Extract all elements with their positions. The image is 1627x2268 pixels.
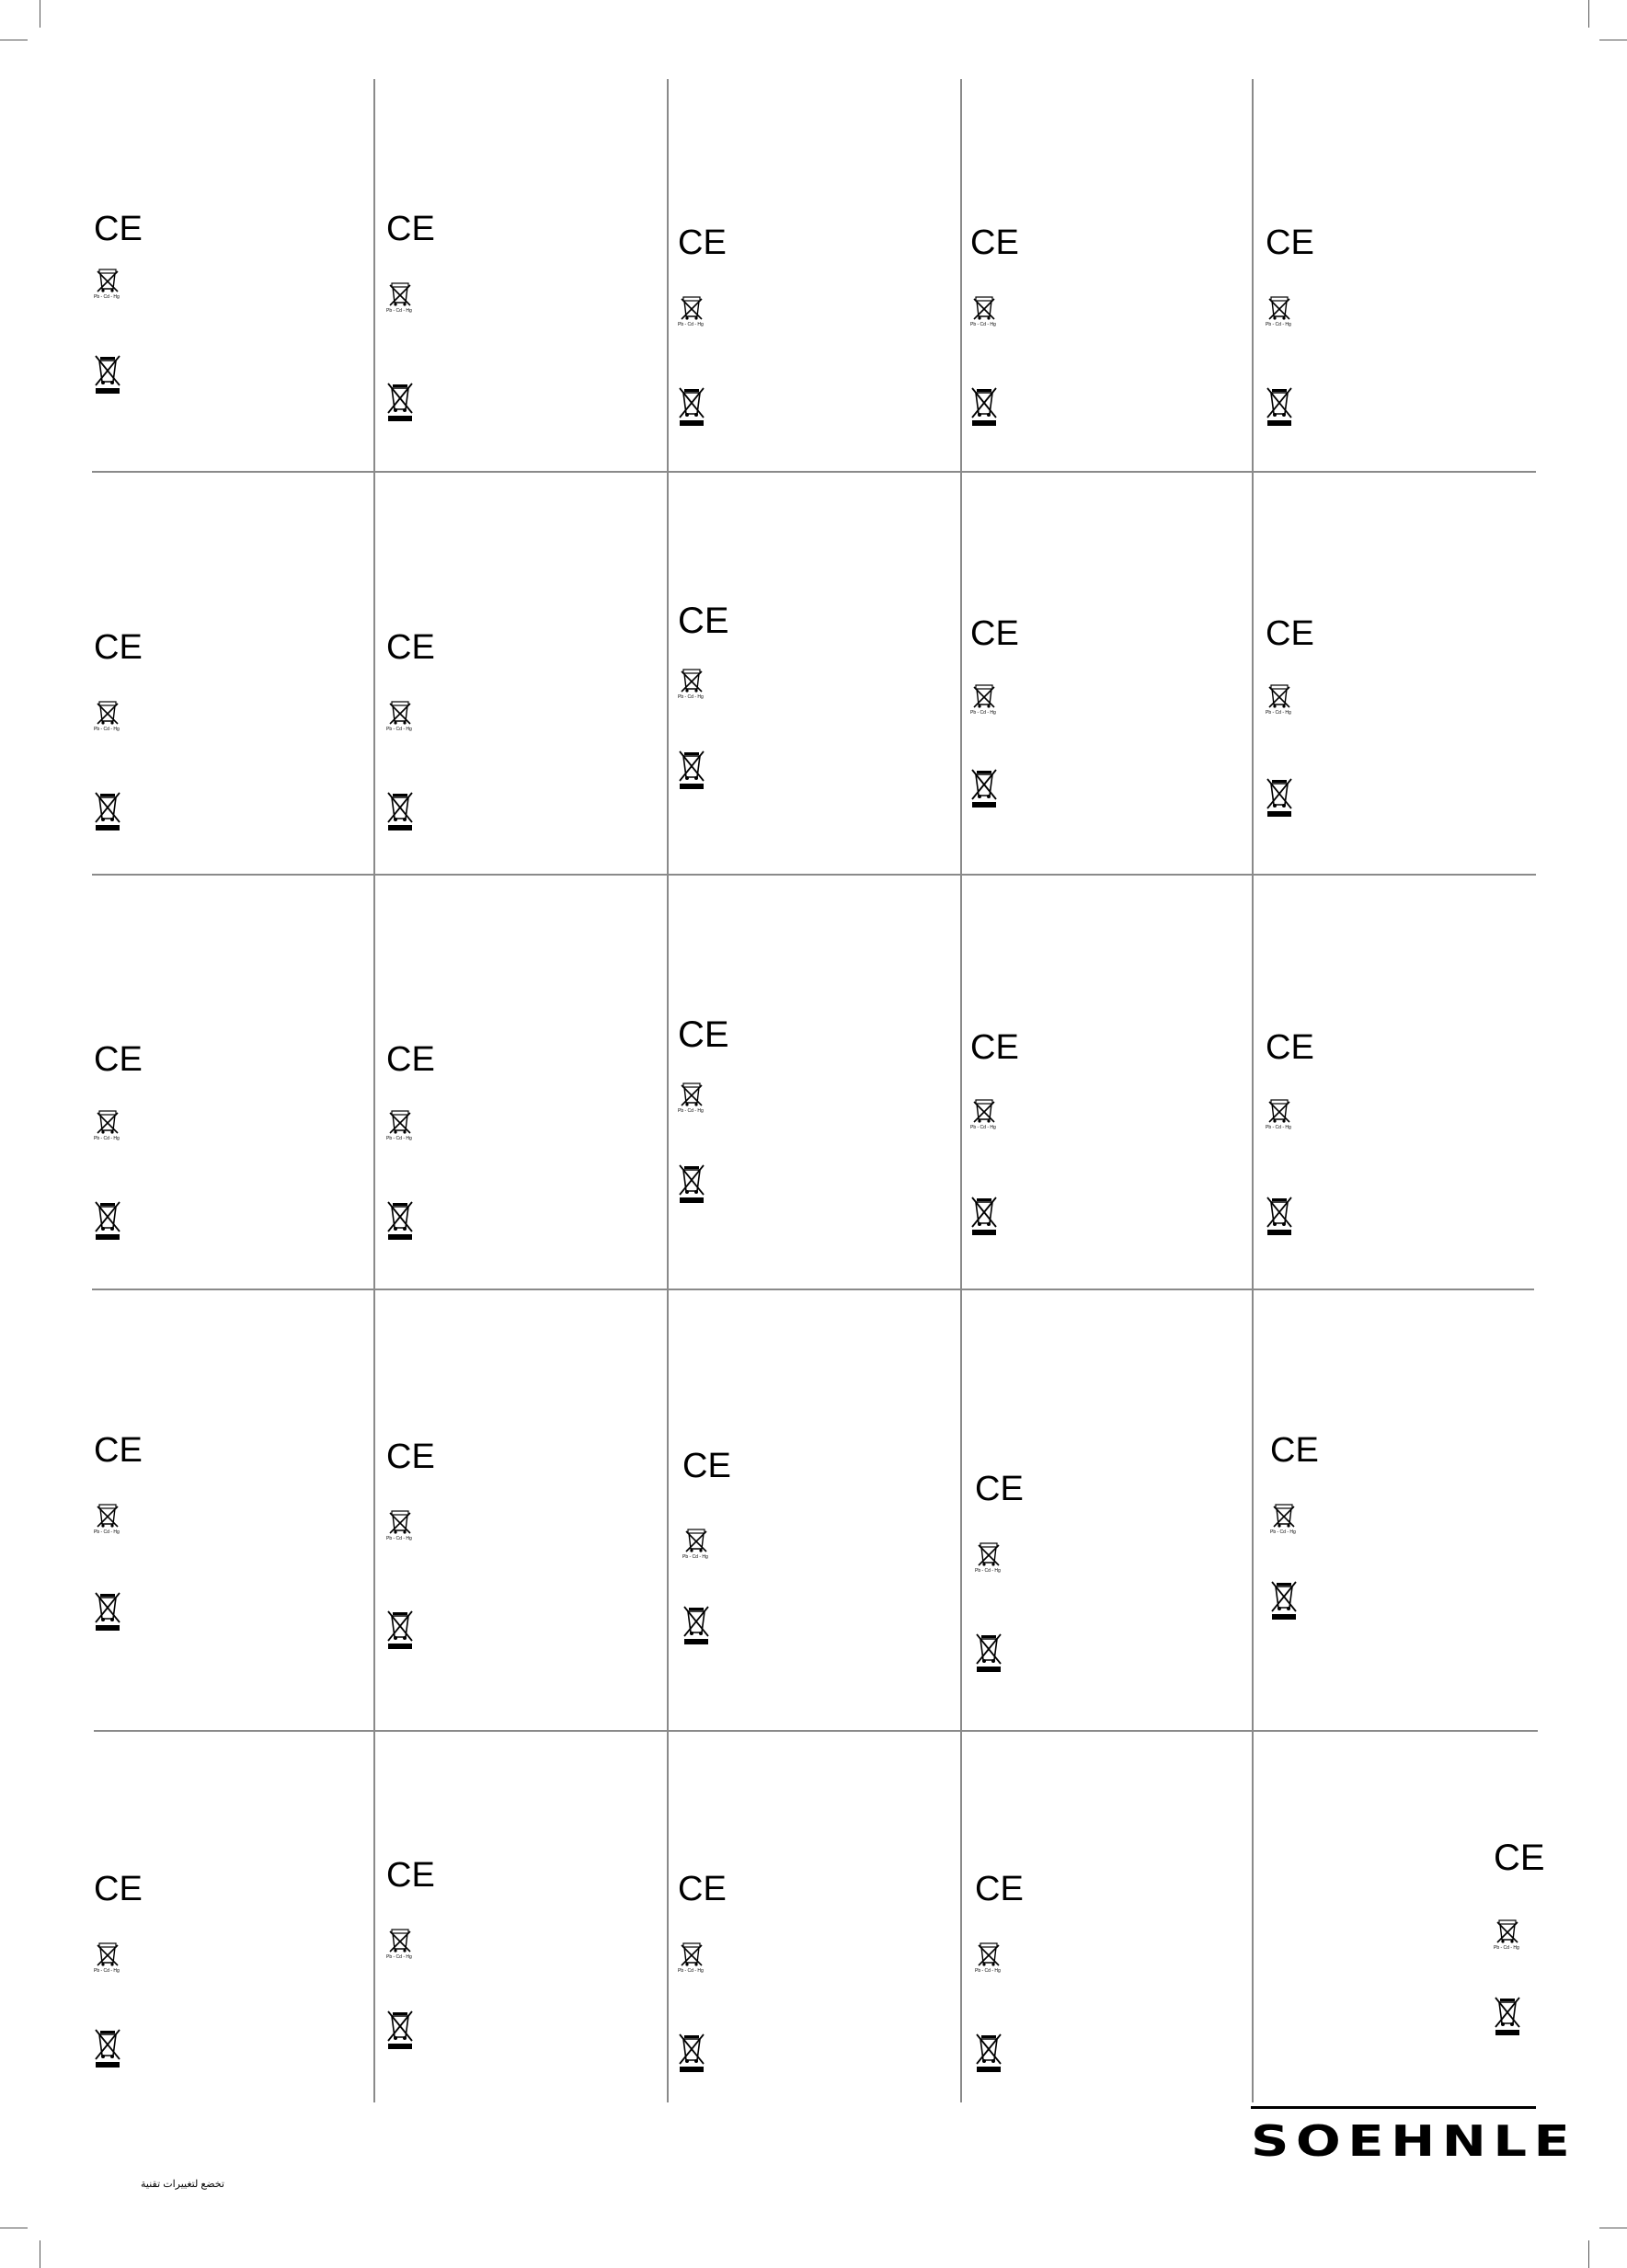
battery-disposal-icon [94,1108,121,1141]
ce-mark-icon: CE [682,1447,731,1485]
ce-mark-icon: CE [678,601,729,641]
weee-bin-icon [682,1605,710,1645]
battery-note: Pb - Cd - Hg [94,294,120,300]
battery-note: Pb - Cd - Hg [682,1554,708,1560]
weee-bin-icon [975,1632,1003,1673]
battery-note: Pb - Cd - Hg [1266,710,1291,716]
weee-bin-icon [386,1609,414,1650]
battery-note: Pb - Cd - Hg [386,727,412,732]
weee-bin-icon [678,750,705,790]
ce-mark-icon: CE [386,1856,435,1895]
battery-note: Pb - Cd - Hg [1494,1945,1519,1951]
battery-disposal-icon [1494,1918,1521,1951]
battery-disposal-icon [975,1541,1003,1574]
weee-bin-icon [975,2033,1003,2073]
battery-disposal-icon [94,267,121,300]
battery-disposal-icon [94,1941,121,1974]
weee-bin-icon [386,2010,414,2050]
ce-mark-icon: CE [94,1431,143,1470]
battery-note: Pb - Cd - Hg [970,1125,996,1130]
brand-logo: SOEHNLE [1251,2116,1577,2166]
battery-disposal-icon [386,1108,414,1141]
battery-disposal-icon [386,1508,414,1541]
ce-mark-icon: CE [975,1470,1024,1508]
battery-note: Pb - Cd - Hg [1270,1529,1296,1535]
weee-bin-icon [94,791,121,831]
weee-bin-icon [94,1200,121,1241]
battery-note: Pb - Cd - Hg [975,1568,1001,1574]
ce-mark-icon: CE [1266,614,1314,653]
column-divider [667,79,669,2102]
battery-disposal-icon [386,699,414,732]
battery-note: Pb - Cd - Hg [678,1968,704,1974]
footnote: تخضع لتغييرات تقنية [141,2179,224,2190]
row-divider [92,471,1536,473]
battery-note: Pb - Cd - Hg [386,308,412,314]
ce-mark-icon: CE [1270,1431,1319,1470]
ce-mark-icon: CE [970,614,1019,653]
battery-note: Pb - Cd - Hg [94,1968,120,1974]
weee-bin-icon [1266,1196,1293,1236]
ce-mark-icon: CE [94,1870,143,1908]
ce-mark-icon: CE [94,210,143,248]
weee-bin-icon [94,354,121,395]
weee-bin-icon [1494,1996,1521,2036]
ce-mark-icon: CE [1266,1028,1314,1067]
battery-note: Pb - Cd - Hg [975,1968,1001,1974]
battery-note: Pb - Cd - Hg [678,1108,704,1114]
battery-note: Pb - Cd - Hg [678,322,704,327]
row-divider [94,1730,1538,1732]
row-divider [92,874,1536,876]
battery-disposal-icon [970,294,998,327]
battery-disposal-icon [682,1527,710,1560]
battery-disposal-icon [1266,294,1293,327]
battery-note: Pb - Cd - Hg [386,1954,412,1960]
ce-mark-icon: CE [94,628,143,667]
weee-bin-icon [94,2028,121,2068]
ce-mark-icon: CE [1494,1838,1545,1878]
battery-note: Pb - Cd - Hg [94,1529,120,1535]
battery-note: Pb - Cd - Hg [386,1136,412,1141]
ce-mark-icon: CE [970,1028,1019,1067]
battery-disposal-icon [678,667,705,700]
weee-bin-icon [94,1591,121,1632]
battery-disposal-icon [970,682,998,716]
ce-mark-icon: CE [386,628,435,667]
weee-bin-icon [386,791,414,831]
ce-mark-icon: CE [94,1040,143,1079]
ce-mark-icon: CE [970,223,1019,262]
row-divider [92,1289,1534,1290]
ce-mark-icon: CE [678,1870,727,1908]
battery-disposal-icon [678,1081,705,1114]
brand-block [1251,2106,1577,2166]
ce-mark-icon: CE [678,1014,729,1055]
ce-mark-icon: CE [386,1040,435,1079]
battery-note: Pb - Cd - Hg [94,1136,120,1141]
ce-mark-icon: CE [386,210,435,248]
weee-bin-icon [1266,777,1293,818]
battery-note: Pb - Cd - Hg [1266,1125,1291,1130]
ce-mark-icon: CE [975,1870,1024,1908]
weee-bin-icon [678,1163,705,1204]
weee-bin-icon [970,386,998,427]
battery-disposal-icon [1266,1097,1293,1130]
battery-note: Pb - Cd - Hg [970,322,996,327]
battery-note: Pb - Cd - Hg [678,694,704,700]
crop-mark [1588,0,1589,28]
weee-bin-icon [678,2033,705,2073]
weee-bin-icon [386,1200,414,1241]
battery-disposal-icon [1266,682,1293,716]
weee-bin-icon [678,386,705,427]
battery-note: Pb - Cd - Hg [1266,322,1291,327]
ce-mark-icon: CE [678,223,727,262]
battery-disposal-icon [1270,1502,1298,1535]
battery-note: Pb - Cd - Hg [386,1536,412,1541]
battery-disposal-icon [678,1941,705,1974]
weee-bin-icon [970,768,998,808]
column-divider [1252,79,1254,2102]
battery-disposal-icon [94,699,121,732]
battery-note: Pb - Cd - Hg [970,710,996,716]
weee-bin-icon [970,1196,998,1236]
battery-disposal-icon [386,281,414,314]
battery-disposal-icon [975,1941,1003,1974]
weee-bin-icon [1266,386,1293,427]
battery-disposal-icon [678,294,705,327]
ce-mark-icon: CE [1266,223,1314,262]
weee-bin-icon [1270,1580,1298,1621]
weee-bin-icon [386,382,414,422]
ce-mark-icon: CE [386,1438,435,1476]
brand-rule [1251,2106,1536,2109]
battery-note: Pb - Cd - Hg [94,727,120,732]
battery-disposal-icon [970,1097,998,1130]
column-divider [960,79,962,2102]
battery-disposal-icon [386,1927,414,1960]
column-divider [373,79,375,2102]
crop-mark [1588,2240,1589,2268]
battery-disposal-icon [94,1502,121,1535]
